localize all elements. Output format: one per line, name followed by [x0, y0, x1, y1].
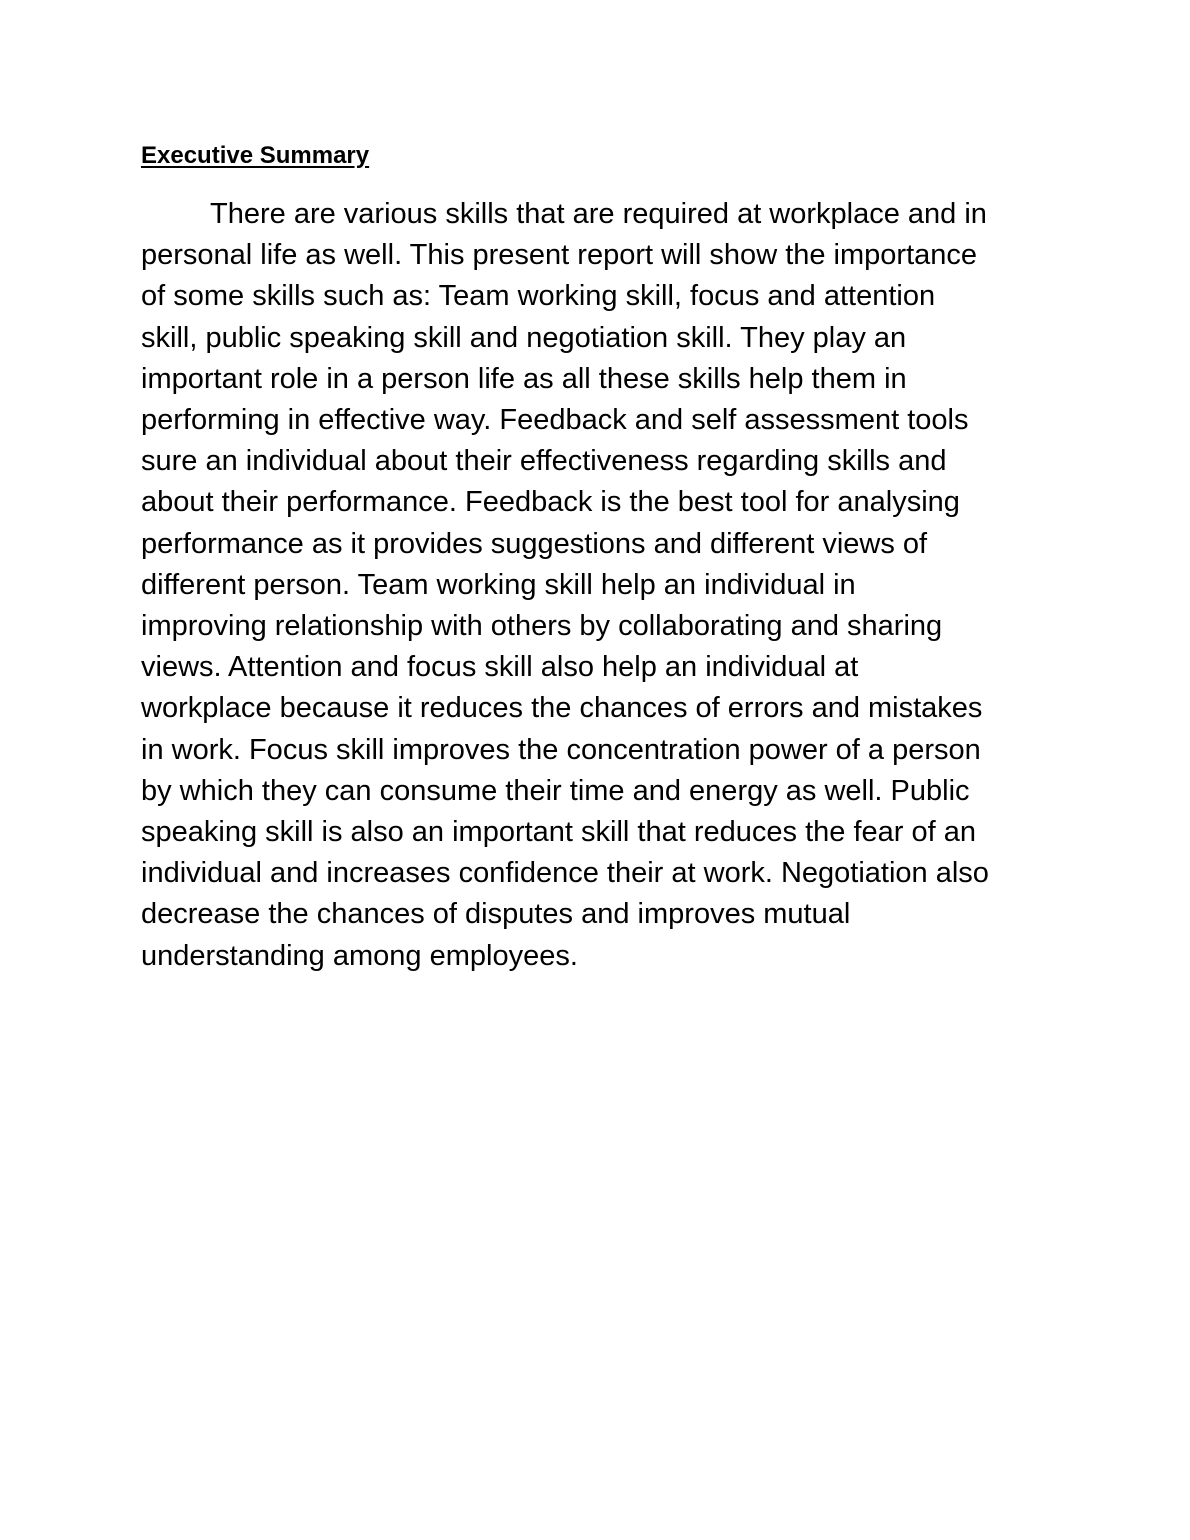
paragraph-line: by which they can consume their time and energy as well. Public: [141, 774, 970, 807]
paragraph-line: decrease the chances of disputes and improves mutual: [141, 898, 851, 931]
paragraph-line: workplace because it reduces the chances of errors and mistakes: [141, 692, 983, 725]
paragraph-line: There are various skills that are required at workplace and in: [210, 198, 987, 230]
paragraph-line: speaking skill is also an important skill that reduces the fear of an: [141, 816, 976, 849]
paragraph-line: performance as it provides suggestions and different views of: [141, 527, 928, 560]
paragraph-line: personal life as well. This present report will show the importance: [141, 239, 978, 272]
section-heading: Executive Summary: [141, 142, 370, 169]
paragraph-line: in work. Focus skill improves the concentration power of a person: [141, 733, 981, 766]
paragraph-line: understanding among employees.: [141, 939, 578, 972]
paragraph-line: different person. Team working skill help an individual in: [141, 568, 856, 601]
paragraph-line: of some skills such as: Team working skill, focus and attention: [141, 280, 936, 313]
paragraph-line: improving relationship with others by collaborating and sharing: [141, 610, 943, 643]
paragraph-line: individual and increases confidence their at work. Negotiation also: [141, 857, 989, 890]
summary-paragraph: [141, 194, 1056, 977]
paragraph-line: views. Attention and focus skill also help an individual at: [141, 651, 859, 684]
paragraph-line: important role in a person life as all these skills help them in: [141, 362, 907, 395]
paragraph-line: about their performance. Feedback is the best tool for analysing: [141, 486, 960, 519]
paragraph-line: skill, public speaking skill and negotiation skill. They play an: [141, 321, 907, 354]
paragraph-line: sure an individual about their effectiveness regarding skills and: [141, 445, 947, 478]
paragraph-line: performing in effective way. Feedback and self assessment tools: [141, 404, 969, 437]
